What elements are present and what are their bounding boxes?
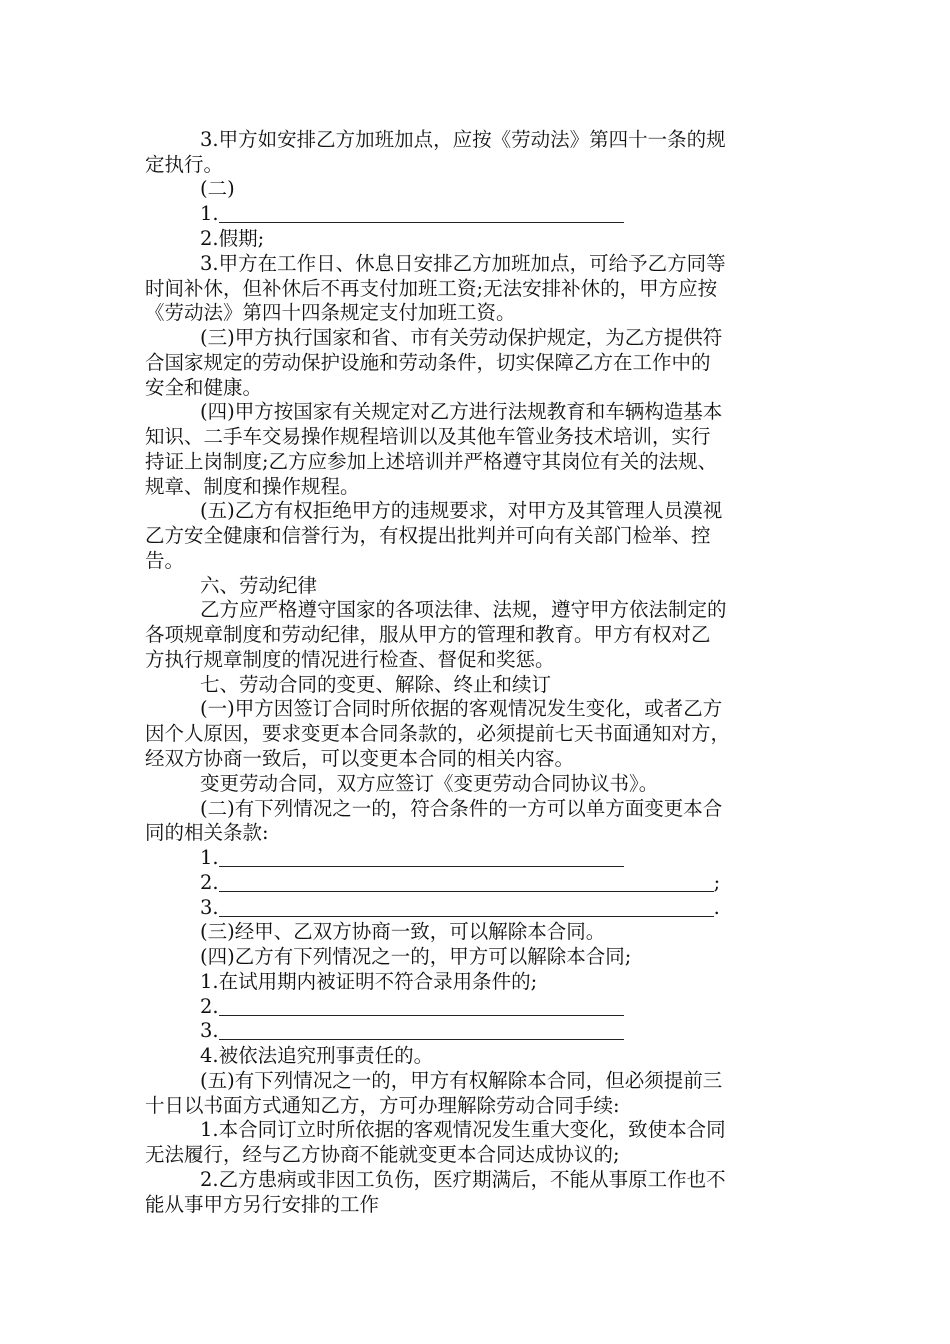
item-number: 1. <box>200 846 219 869</box>
text-line: 持证上岗制度;乙方应参加上述培训并严格遵守其岗位有关的法规、 <box>145 450 718 473</box>
text-line: 方执行规章制度的情况进行检查、督促和奖惩。 <box>145 648 555 671</box>
text-line: 2.乙方患病或非因工负伤，医疗期满后，不能从事原工作也不 <box>200 1168 726 1191</box>
item-number: 3. <box>200 1019 219 1042</box>
text-line: 1.在试用期内被证明不符合录用条件的; <box>200 970 538 993</box>
text-line: 合国家规定的劳动保护设施和劳动条件，切实保障乙方在工作中的 <box>145 351 711 374</box>
blank-item <box>200 201 815 227</box>
punctuation: . <box>713 896 720 919</box>
item-number: 2. <box>200 871 219 894</box>
blank-item <box>200 845 815 871</box>
text-line: 告。 <box>145 549 185 572</box>
section-heading: (二) <box>200 177 235 200</box>
text-line: 各项规章制度和劳动纪律，服从甲方的管理和教育。甲方有权对乙 <box>145 623 711 646</box>
text-line: (四)甲方按国家有关规定对乙方进行法规教育和车辆构造基本 <box>200 400 723 423</box>
text-line: 时间补休，但补休后不再支付加班工资;无法安排补休的，甲方应按 <box>145 277 718 300</box>
fill-in-blank <box>219 202 624 223</box>
fill-in-blank <box>219 846 624 867</box>
text-line: (三)经甲、乙双方协商一致，可以解除本合同。 <box>200 920 606 943</box>
punctuation: ; <box>713 871 721 894</box>
item-number: 2. <box>200 995 219 1018</box>
text-line: 乙方应严格遵守国家的各项法律、法规，遵守甲方依法制定的 <box>200 598 727 621</box>
blank-item <box>200 870 815 896</box>
text-line: 《劳动法》第四十四条规定支付加班工资。 <box>145 301 516 324</box>
fill-in-blank <box>219 995 624 1016</box>
text-line: 知识、二手车交易操作规程培训以及其他车管业务技术培训，实行 <box>145 425 711 448</box>
fill-in-blank <box>219 871 714 892</box>
text-line: 经双方协商一致后，可以变更本合同的相关内容。 <box>145 747 575 770</box>
text-line: 定执行。 <box>145 153 224 176</box>
item-number: 3. <box>200 896 219 919</box>
text-line: 3.甲方如安排乙方加班加点，应按《劳动法》第四十一条的规 <box>200 128 726 151</box>
text-line: 安全和健康。 <box>145 376 263 399</box>
text-line: (一)甲方因签订合同时所依据的客观情况发生变化，或者乙方 <box>200 697 723 720</box>
blank-item <box>200 1018 815 1044</box>
text-line: 变更劳动合同，双方应签订《变更劳动合同协议书》。 <box>200 772 659 795</box>
text-line: 3.甲方在工作日、休息日安排乙方加班加点，可给予乙方同等 <box>200 252 726 275</box>
text-line: (四)乙方有下列情况之一的，甲方可以解除本合同; <box>200 945 632 968</box>
text-line: 十日以书面方式通知乙方，方可办理解除劳动合同手续: <box>145 1094 620 1117</box>
text-line: (三)甲方执行国家和省、市有关劳动保护规定，为乙方提供符 <box>200 326 723 349</box>
text-line: 因个人原因，要求变更本合同条款的，必须提前七天书面通知对方， <box>145 722 731 745</box>
blank-item <box>200 895 815 921</box>
text-line: 乙方安全健康和信誉行为，有权提出批判并可向有关部门检举、控 <box>145 524 711 547</box>
text-line: 4.被依法追究刑事责任的。 <box>200 1044 434 1067</box>
item-number: 1. <box>200 202 219 225</box>
text-line: (二)有下列情况之一的，符合条件的一方可以单方面变更本合 <box>200 797 723 820</box>
fill-in-blank <box>219 1019 624 1040</box>
blank-item <box>200 994 815 1020</box>
section-heading: 七、劳动合同的变更、解除、终止和续订 <box>200 673 552 696</box>
text-line: 规章、制度和操作规程。 <box>145 475 360 498</box>
text-line: (五)乙方有权拒绝甲方的违规要求，对甲方及其管理人员漠视 <box>200 499 723 522</box>
text-line: 同的相关条款: <box>145 821 269 844</box>
text-line: 无法履行，经与乙方协商不能就变更本合同达成协议的; <box>145 1143 620 1166</box>
section-heading: 六、劳动纪律 <box>200 574 318 597</box>
text-line: 2.假期; <box>200 227 265 250</box>
text-line: (五)有下列情况之一的，甲方有权解除本合同，但必须提前三 <box>200 1069 723 1092</box>
text-line: 能从事甲方另行安排的工作 <box>145 1193 380 1216</box>
fill-in-blank <box>219 896 714 917</box>
text-line: 1.本合同订立时所依据的客观情况发生重大变化，致使本合同 <box>200 1118 726 1141</box>
